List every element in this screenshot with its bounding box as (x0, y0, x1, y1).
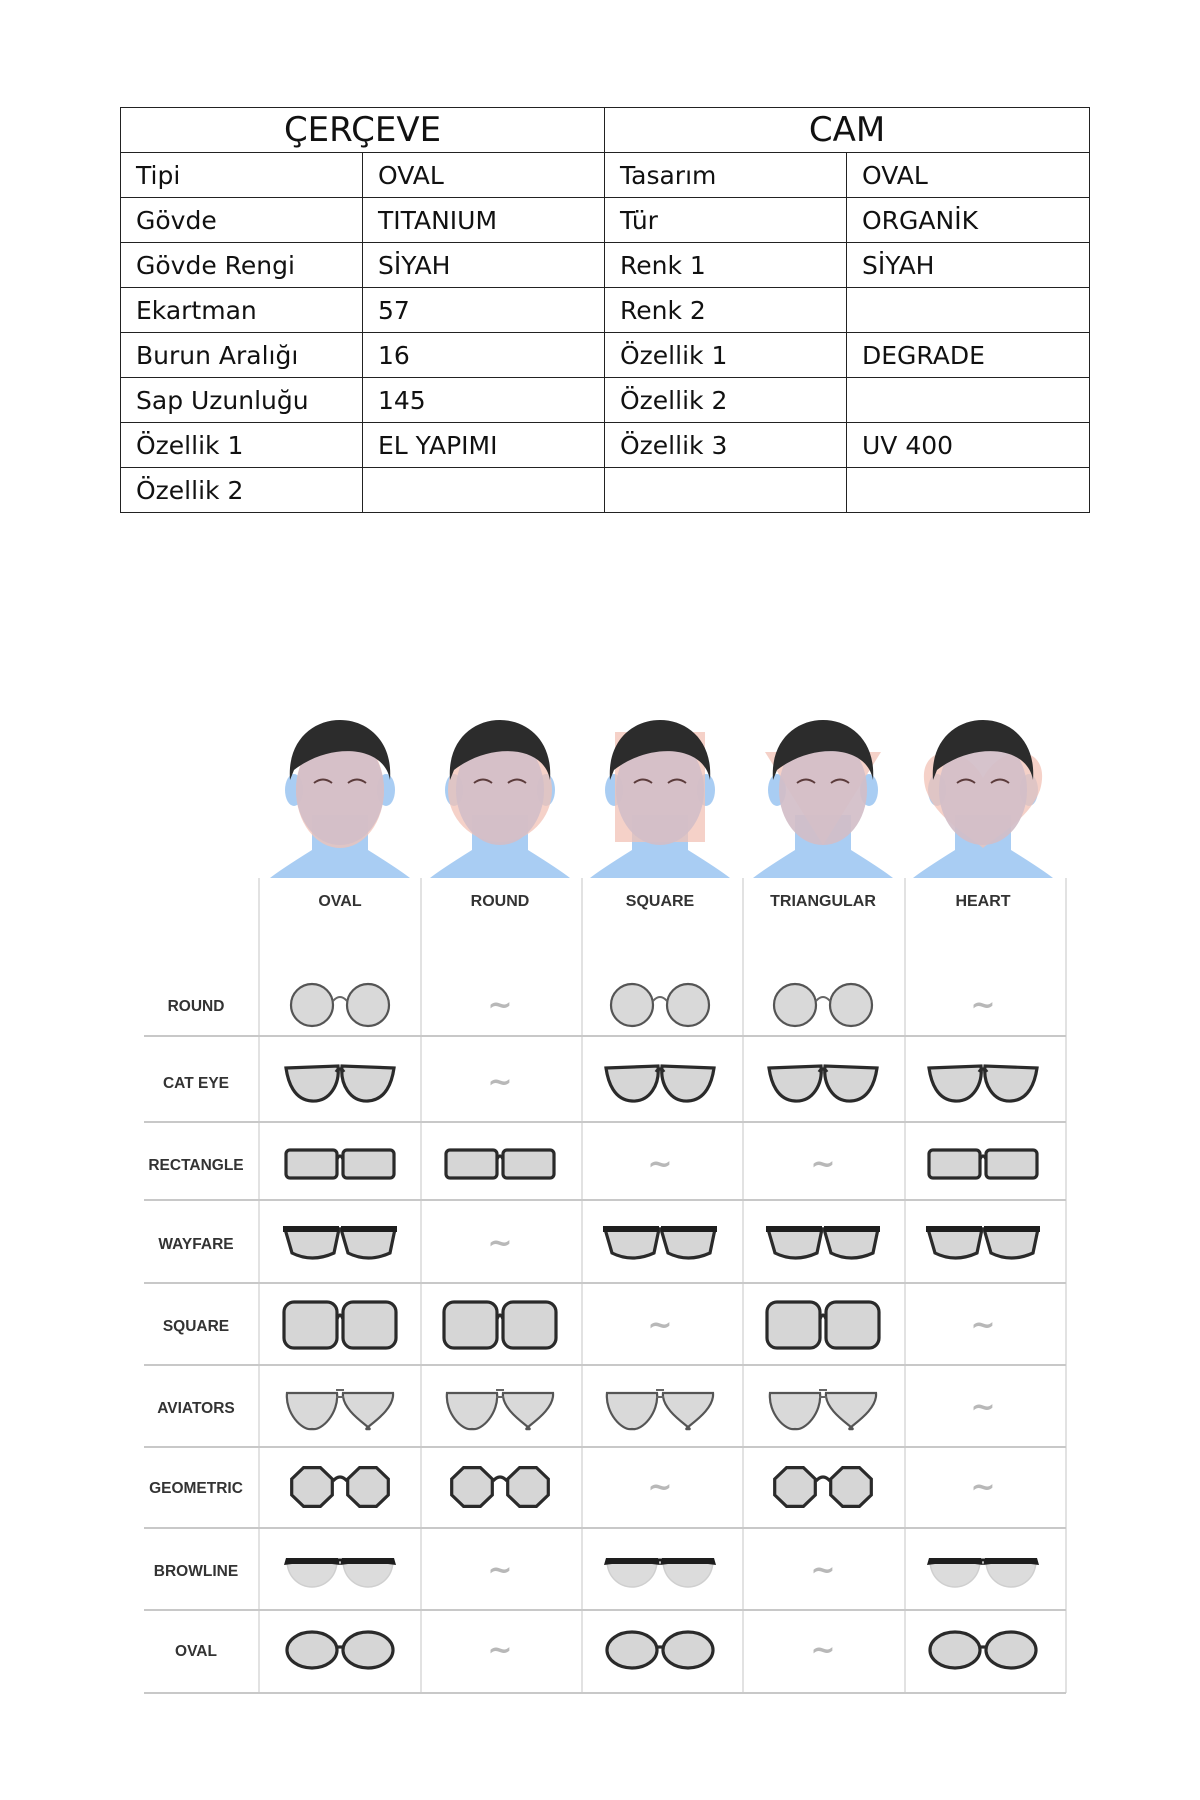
glasses-oval-icon (287, 1632, 393, 1668)
glasses-style-label: AVIATORS (157, 1400, 235, 1417)
frame-label-cell: Özellik 2 (121, 468, 363, 513)
glasses-aviators-icon (447, 1390, 553, 1429)
glasses-style-label: OVAL (175, 1643, 217, 1660)
chart-grid (144, 878, 1066, 1693)
lens-value-cell: UV 400 (847, 423, 1090, 468)
lens-label-cell: Tür (605, 198, 847, 243)
glasses-cat-eye-icon (769, 1066, 877, 1101)
glasses-wayfare-icon (283, 1226, 397, 1258)
glasses-style-label: SQUARE (162, 1318, 230, 1335)
not-recommended-mark: ~ (487, 1553, 513, 1588)
glasses-style-label: WAYFARE (158, 1236, 234, 1253)
lens-label-cell: Özellik 1 (605, 333, 847, 378)
glasses-browline-icon (284, 1558, 396, 1587)
frame-label-cell: Burun Aralığı (121, 333, 363, 378)
face-square-illustration (590, 720, 730, 878)
lens-label-cell: Tasarım (605, 153, 847, 198)
glasses-rectangle-icon (286, 1150, 394, 1178)
glasses-style-label: GEOMETRIC (149, 1480, 243, 1497)
glasses-square-icon (444, 1302, 556, 1348)
frame-header: ÇERÇEVE (121, 108, 605, 153)
not-recommended-mark: ~ (487, 1065, 513, 1100)
face-shape-labels (318, 893, 1010, 910)
not-recommended-mark: ~ (970, 1390, 996, 1425)
frame-label-cell: Özellik 1 (121, 423, 363, 468)
frame-value-cell: SİYAH (363, 243, 605, 288)
glasses-round-icon (774, 984, 872, 1026)
lens-header: CAM (605, 108, 1090, 153)
frame-label-cell: Gövde (121, 198, 363, 243)
not-recommended-mark: ~ (970, 1470, 996, 1505)
lens-label-cell: Özellik 3 (605, 423, 847, 468)
face-shape-label: HEART (955, 893, 1011, 910)
glasses-wayfare-icon (926, 1226, 1040, 1258)
not-recommended-mark: ~ (810, 1553, 836, 1588)
glasses-browline-icon (604, 1558, 716, 1587)
glasses-aviators-icon (770, 1390, 876, 1429)
frame-value-cell: 16 (363, 333, 605, 378)
frame-value-cell: TITANIUM (363, 198, 605, 243)
lens-value-cell: DEGRADE (847, 333, 1090, 378)
glasses-square-icon (284, 1302, 396, 1348)
glasses-cat-eye-icon (286, 1066, 394, 1101)
not-recommended-mark: ~ (647, 1308, 673, 1343)
frame-value-cell: 57 (363, 288, 605, 333)
glasses-rectangle-icon (446, 1150, 554, 1178)
not-recommended-mark: ~ (487, 1226, 513, 1261)
frame-value-cell: OVAL (363, 153, 605, 198)
glasses-style-label: RECTANGLE (148, 1157, 244, 1174)
glasses-style-label: ROUND (167, 998, 225, 1015)
lens-label-cell: Özellik 2 (605, 378, 847, 423)
face-shape-label: TRIANGULAR (770, 893, 876, 910)
glasses-oval-icon (930, 1632, 1036, 1668)
suitability-cells (283, 984, 1040, 1668)
lens-label-cell: Renk 1 (605, 243, 847, 288)
face-shape-label: SQUARE (625, 893, 695, 910)
face-illustrations (270, 720, 1053, 878)
lens-label-cell: Renk 2 (605, 288, 847, 333)
lens-value-cell: OVAL (847, 153, 1090, 198)
face-shape-label: ROUND (470, 893, 530, 910)
glasses-rectangle-icon (929, 1150, 1037, 1178)
frame-label-cell: Ekartman (121, 288, 363, 333)
not-recommended-mark: ~ (810, 1633, 836, 1668)
face-shape-label: OVAL (318, 893, 362, 910)
not-recommended-mark: ~ (487, 988, 513, 1023)
not-recommended-mark: ~ (647, 1470, 673, 1505)
frame-label-cell: Gövde Rengi (121, 243, 363, 288)
face-round-illustration (430, 720, 570, 878)
lens-value-cell: SİYAH (847, 243, 1090, 288)
glasses-wayfare-icon (766, 1226, 880, 1258)
glasses-geometric-icon (292, 1468, 389, 1507)
not-recommended-mark: ~ (487, 1633, 513, 1668)
glasses-round-icon (291, 984, 389, 1026)
glasses-cat-eye-icon (606, 1066, 714, 1101)
glasses-aviators-icon (607, 1390, 713, 1429)
not-recommended-mark: ~ (647, 1147, 673, 1182)
glasses-cat-eye-icon (929, 1066, 1037, 1101)
glasses-aviators-icon (287, 1390, 393, 1429)
frame-value-cell: EL YAPIMI (363, 423, 605, 468)
frame-value-cell: 145 (363, 378, 605, 423)
glasses-wayfare-icon (603, 1226, 717, 1258)
face-triangular-illustration (753, 720, 893, 878)
lens-value-cell: ORGANİK (847, 198, 1090, 243)
glasses-style-labels (148, 998, 243, 1660)
glasses-browline-icon (927, 1558, 1039, 1587)
glasses-geometric-icon (452, 1468, 549, 1507)
glasses-oval-icon (607, 1632, 713, 1668)
face-oval-illustration (270, 720, 410, 878)
glasses-style-label: CAT EYE (162, 1075, 230, 1092)
glasses-style-label: BROWLINE (153, 1563, 239, 1580)
glasses-square-icon (767, 1302, 879, 1348)
face-heart-illustration (913, 720, 1053, 878)
not-recommended-mark: ~ (970, 1308, 996, 1343)
not-recommended-mark: ~ (970, 988, 996, 1023)
glasses-round-icon (611, 984, 709, 1026)
not-recommended-mark: ~ (810, 1147, 836, 1182)
glasses-geometric-icon (775, 1468, 872, 1507)
frame-label-cell: Sap Uzunluğu (121, 378, 363, 423)
frame-label-cell: Tipi (121, 153, 363, 198)
